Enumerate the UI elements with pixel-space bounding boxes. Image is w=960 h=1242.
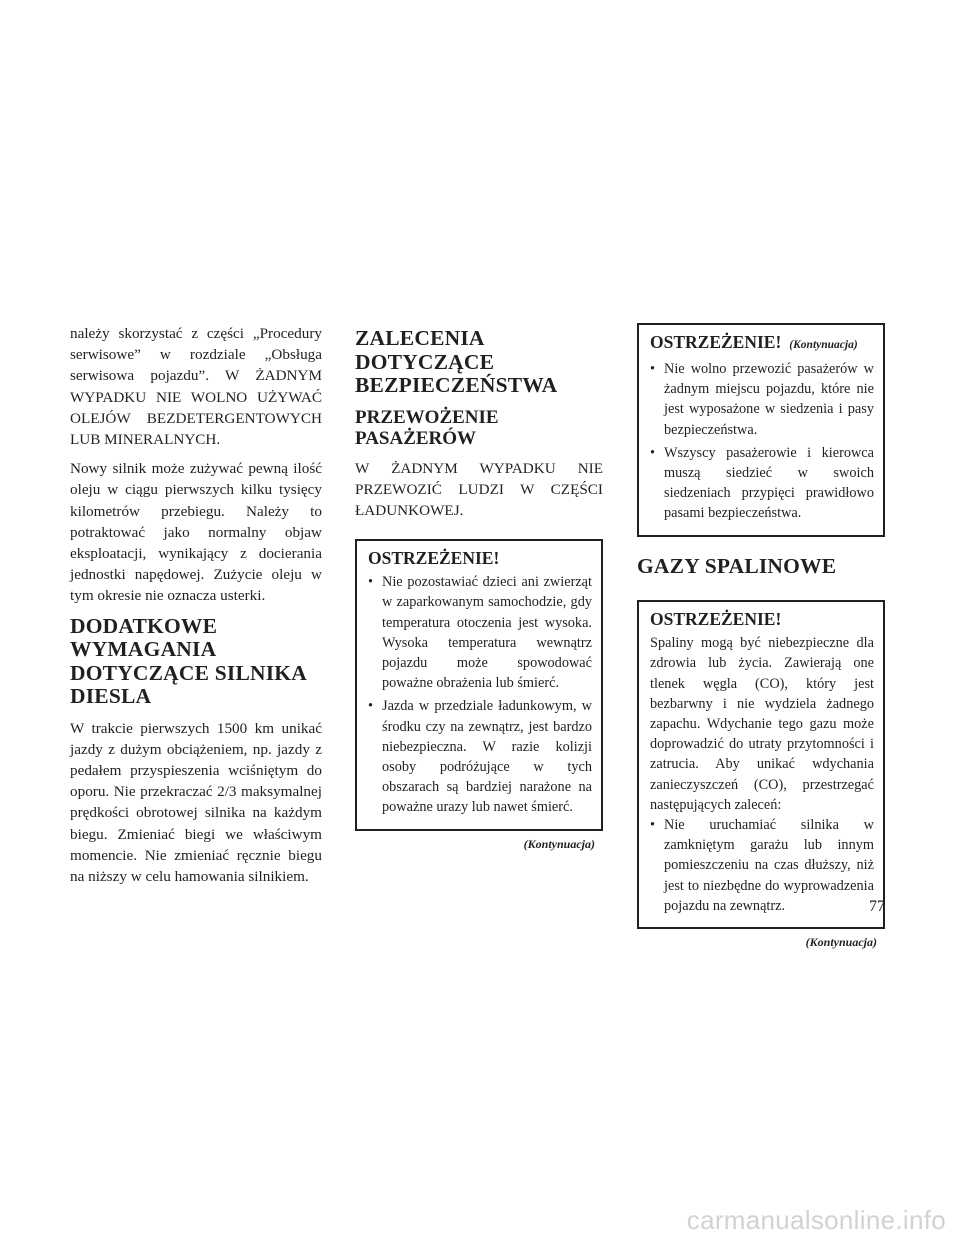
warning-item: • Jazda w przedziale ładunkowym, w środku czy na zewnątrz, jest bardzo niebezpieczna. W razie kolizji osoby podróżujące w tych obszarach są bardziej narażone na poważne urazy lub nawet śmierć. [368,696,592,817]
no-cargo-passengers-paragraph: W ŻADNYM WYPADKU NIE PRZEWOZIĆ LUDZI W CZĘŚCI ŁADUNKOWEJ. [355,459,603,519]
continued-label: (Kontynuacja) [523,836,595,851]
warning-list [650,359,874,524]
warning-title [650,332,874,355]
oil-consumption-paragraph: Nowy silnik może zużywać pewną ilość oleju w ciągu pierwszych kilku tysięcy kilometrów przebiegu. Należy to potraktować jako normalny objaw eksploatacji, wynikający z docierania jednostki napędowej. Zużycie oleju w tym okresie nie oznacza usterki. [70,460,322,605]
watermark: carmanualsonline.info [686,1205,946,1235]
warning-list [650,815,874,916]
right-column [637,323,885,950]
warning-box-exhaust [637,600,885,929]
warning-title-text: OSTRZEŻENIE! [650,332,782,352]
warning-box-passengers [355,539,603,830]
exhaust-gas-heading: GAZY SPALINOWE [637,553,837,578]
continued-label: (Kontynuacja) [805,934,877,949]
warning-item: • Nie pozostawiać dzieci ani zwierząt w zaparkowanym samochodzie, gdy temperatura otoczenia jest wysoka. Wysoka temperatura wewnątrz pojazdu może spowodować poważne obrażenia lub śmierć. [368,572,592,693]
oil-procedure-paragraph: należy skorzystać z części „Procedury serwisowe” w rozdziale „Obsługa serwisowa pojazdu”. W ŻADNYM WYPADKU NIE WOLNO UŻYWAĆ OLEJÓW BEZDETERGENTOWYCH LUB MINERALNYCH. [70,325,322,449]
middle-column [355,323,603,852]
warning-item: • Nie wolno przewozić pasażerów w żadnym miejscu pojazdu, które nie jest wyposażone w siedzenia i pasy bezpieczeństwa. [650,359,874,440]
warning-item: • Wszyscy pasażerowie i kierowca muszą siedzieć w swoich siedzeniach przypięci prawidłowo pasami bezpieczeństwa. [650,443,874,524]
warning-title: OSTRZEŻENIE! [650,609,782,630]
diesel-requirements-heading: DODATKOWE WYMAGANIA DOTYCZĄCE SILNIKA DIESLA [70,613,306,709]
left-column [70,323,322,895]
warning-list [368,572,592,817]
safety-tips-heading: ZALECENIA DOTYCZĄCE BEZPIECZEŃSTWA [355,326,558,397]
warning-box-continued [637,323,885,537]
transporting-passengers-heading: PRZEWOŻENIE PASAŻERÓW [355,406,499,449]
warning-title-continued: (Kontynuacja) [789,339,858,351]
page-number: 77 [869,898,885,915]
warning-body: Spaliny mogą być niebezpieczne dla zdrowia lub życia. Zawierają one tlenek węgla (CO), który jest bezbarwny i nie wydziela żadnego zapachu. Wdychanie tego gazu może doprowadzić do utraty przytomności i zatrucia. Aby unikać wdychania zanieczyszczeń (CO), przestrzegać następujących zaleceń: [650,635,874,813]
warning-item: • Nie uruchamiać silnika w zamkniętym garażu lub innym pomieszczeniu na czas dłuższy, niż jest to niezbędne do wyprowadzenia pojazdu na zewnątrz. [650,815,874,916]
diesel-break-in-paragraph: W trakcie pierwszych 1500 km unikać jazdy z dużym obciążeniem, np. jazdy z pedałem przyspieszenia wciśniętym do oporu. Nie przekraczać 2/3 maksymalnej prędkości obrotowej silnika na każdym biegu. Zmieniać biegi we właściwym momencie. Nie zmieniać ręcznie biegu na niższy w celu hamowania silnikiem. [70,719,322,886]
warning-title: OSTRZEŻENIE! [368,548,500,569]
